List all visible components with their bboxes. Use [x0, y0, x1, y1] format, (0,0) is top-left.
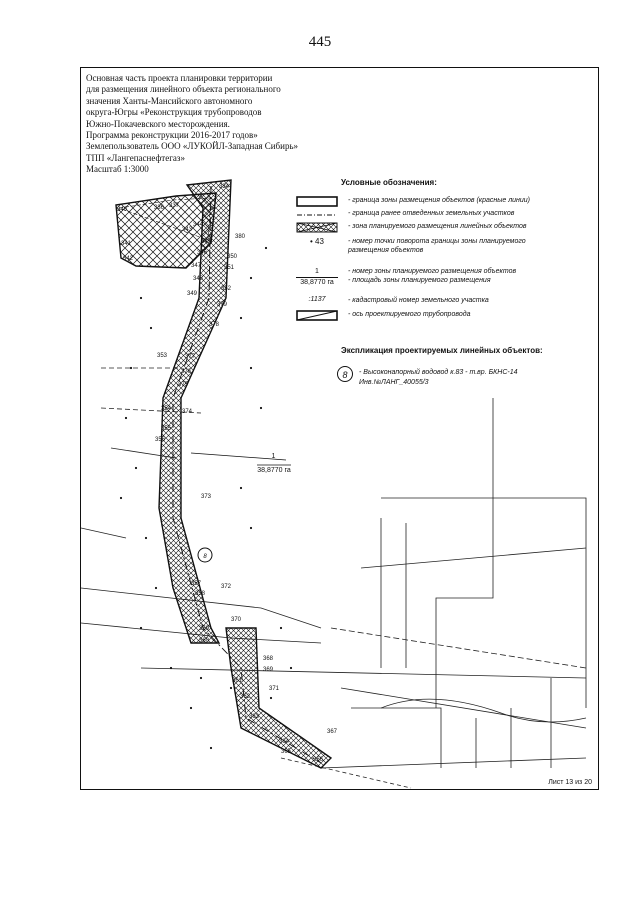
fraction-bottom: 38,8770 га: [300, 279, 334, 286]
point-label: 346: [197, 250, 208, 256]
legend-item: [296, 267, 596, 291]
point-label: 351: [224, 265, 235, 271]
point-label: 371: [269, 686, 280, 692]
point-label: 353: [157, 353, 168, 359]
title-block: [86, 73, 346, 176]
point-label: 341: [121, 241, 132, 247]
cross-hatched-zone-icon: [296, 222, 338, 234]
point-label: 361: [232, 678, 243, 684]
point-label: 352: [221, 286, 232, 292]
point-label: 372: [221, 584, 232, 590]
point-label: 344: [193, 222, 204, 228]
legend-heading: Условные обозначения:: [341, 178, 437, 187]
legend-item: [296, 209, 596, 223]
title-line: округа-Югры «Реконструкция трубопроводов: [86, 107, 262, 118]
title-line: Южно-Покачевского месторождения.: [86, 118, 230, 129]
point-label: 347: [191, 263, 202, 269]
point-label: 343: [182, 227, 193, 233]
red-line-box-icon: [296, 196, 338, 208]
explication-heading: Экспликация проектируемых линейных объектов:: [341, 346, 543, 355]
point-label: 365: [281, 749, 292, 755]
point-label: 366: [313, 757, 324, 763]
cadastral-number-icon: :1137: [308, 296, 326, 303]
point-label: 363: [249, 714, 260, 720]
map-marker-label: 8: [203, 554, 207, 560]
zone-area: 38,8770 га: [257, 467, 291, 474]
point-label: 354: [161, 406, 172, 412]
page-number: 445: [308, 34, 332, 50]
point-label: 379: [217, 302, 228, 308]
point-label: 374: [182, 409, 193, 415]
point-dot-icon: • 43: [310, 237, 324, 246]
legend-text: - граница зоны размещения объектов (красные линии): [348, 197, 531, 204]
legend-item: [296, 222, 596, 236]
survey-map: [81, 68, 599, 790]
point-label: 368: [263, 656, 274, 662]
point-label: 349: [187, 291, 198, 297]
legend-item: [296, 296, 596, 310]
zone-number: 1: [271, 453, 276, 460]
point-label: 334: [219, 184, 230, 190]
point-label: 357: [191, 581, 202, 587]
point-label: 348: [193, 276, 204, 282]
legend-text: - граница ранее отведенных земельных участков: [348, 210, 515, 217]
title-line: Программа реконструкции 2016-2017 годов»: [86, 130, 258, 141]
title-line: Землепользователь ООО «ЛУКОЙЛ-Западная Сибирь»: [86, 141, 299, 152]
point-label: 350: [227, 254, 238, 260]
point-label: 337: [169, 203, 180, 209]
legend-text: - площадь зоны планируемого размещения: [348, 277, 491, 284]
point-label: 358: [195, 591, 206, 597]
point-label: 336: [154, 205, 165, 211]
legend-text: - номер точки поворота границы зоны планируемого: [348, 238, 526, 245]
scale-label: Масштаб 1:3000: [86, 164, 149, 175]
point-label: 345: [201, 239, 212, 245]
fraction-top: 1: [296, 267, 338, 278]
explication-text: [359, 368, 518, 388]
point-label: 373: [201, 494, 212, 500]
explication-number: 8: [337, 366, 353, 382]
legend-item: [296, 196, 596, 210]
title-line: значения Ханты-Мансийского автономного: [86, 95, 253, 106]
point-label: 359: [199, 626, 210, 632]
explication-line: Инв.№ЛАНГ_40055/3: [359, 379, 429, 386]
legend-text: размещения объектов: [348, 247, 424, 254]
title-line: ТПП «Лангепаснефтегаз»: [86, 152, 185, 163]
point-label: 370: [231, 617, 242, 623]
legend-text: - кадастровый номер земельного участка: [348, 297, 489, 304]
zone-fraction-icon: [296, 267, 338, 289]
background-linework: [81, 368, 586, 788]
point-label: 369: [263, 667, 274, 673]
dashed-boundary-icon: [296, 209, 338, 221]
point-label: 356: [155, 437, 166, 443]
sheet-number: Лист 13 из 20: [548, 779, 592, 786]
explication-line: - Высоконапорный водовод к.83 - т.вр. БКНС-14: [359, 369, 518, 376]
point-label: 378: [209, 322, 220, 328]
legend-item: [296, 310, 596, 324]
title-line: для размещения линейного объекта регионального: [86, 84, 281, 95]
point-label: 362: [240, 694, 251, 700]
point-label: 355: [161, 426, 172, 432]
point-label: 360: [199, 638, 210, 644]
point-label: 342: [123, 256, 134, 262]
legend-text: - зона планируемого размещения линейных объектов: [348, 223, 527, 230]
map-sheet: [80, 67, 599, 790]
legend-text: - ось проектируемого трубопровода: [348, 311, 471, 318]
point-label: 375: [178, 382, 189, 388]
pipeline-axis-icon: [296, 310, 338, 322]
title-line: Основная часть проекта планировки территории: [86, 73, 273, 83]
legend-item: [296, 237, 596, 261]
point-label: 367: [327, 729, 338, 735]
point-label: 377: [185, 354, 196, 360]
legend-text: - номер зоны планируемого размещения объектов: [348, 268, 517, 275]
point-label: 340: [117, 207, 128, 213]
point-label: 376: [181, 369, 192, 375]
point-label: 380: [235, 234, 246, 240]
point-label: 364: [279, 739, 290, 745]
